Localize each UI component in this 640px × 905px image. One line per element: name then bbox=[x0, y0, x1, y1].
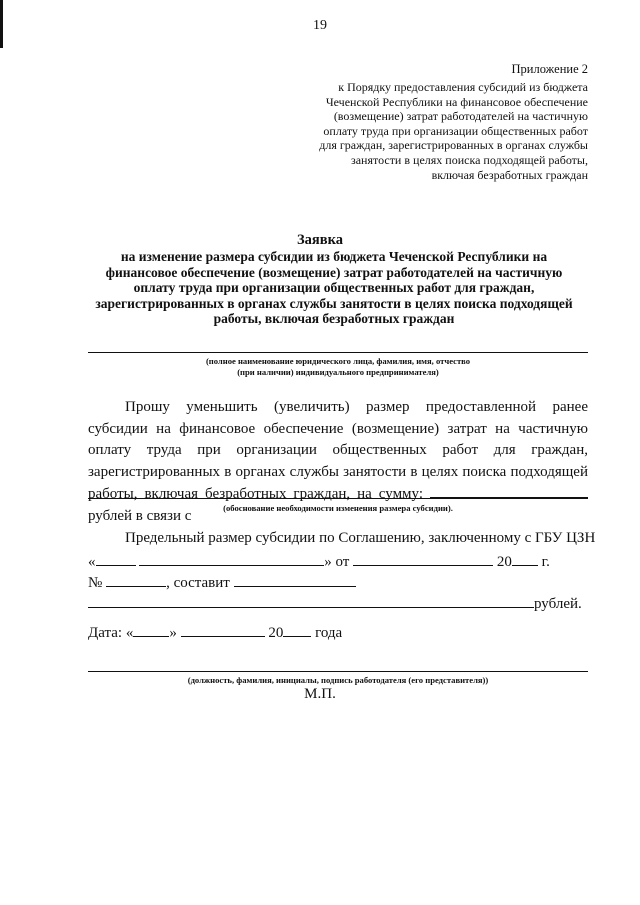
agreement-open-quote: « bbox=[88, 554, 96, 570]
date-year-prefix: 20 bbox=[268, 625, 284, 641]
date-close-quote: » bbox=[169, 625, 177, 641]
signature-line[interactable] bbox=[88, 671, 588, 672]
stamp-place: М.П. bbox=[304, 686, 336, 702]
date-label: Дата: « bbox=[88, 625, 134, 641]
rubles-line bbox=[88, 593, 588, 613]
agreement-day-field[interactable] bbox=[96, 551, 136, 566]
appendix-reference: к Порядку предоставления субсидий из бюджета Чеченской Республики на финансовое обеспечение (возмещение) затрат работодателей на частичную оплату труда при организации общественных работ для граждан, зарегистрированных в органах службы занятости в целях поиска подходящей работы, включая безработных граждан bbox=[319, 80, 588, 182]
limit-text: Предельный размер субсидии по Соглашению, заключенному с ГБУ ЦЗН bbox=[125, 530, 596, 546]
request-text: Прошу уменьшить (увеличить) размер предоставленной ранее субсидии на финансовое обеспечение (возмещение) затрат на частичную оплату труда при организации общественных работ для граждан, зарегистрированных в органах службы занятости в целях поиска подходящей работы, включая безработных граждан, на сумму: bbox=[88, 399, 588, 503]
applicant-caption-line-2: (при наличии) индивидуального предпринимателя) bbox=[237, 367, 439, 377]
agreement-number-field[interactable] bbox=[106, 572, 166, 587]
applicant-caption bbox=[88, 356, 588, 378]
agreement-date-field[interactable] bbox=[353, 551, 493, 566]
document-subtitle: на изменение размера субсидии из бюджета Чеченской Республики на финансовое обеспечение (возмещение) затрат работодателей на частичную оплату труда при организации общественных работ для граждан, зарегистрированных в органах службы занятости в целях поиска подходящей работы, включая безработных граждан bbox=[95, 249, 573, 327]
agreement-year-field[interactable] bbox=[512, 551, 538, 566]
agreement-year-suffix: г. bbox=[541, 554, 550, 570]
rubles-text: рублей. bbox=[534, 596, 582, 612]
agreement-close-quote: » от bbox=[324, 554, 350, 570]
limit-amount-field[interactable] bbox=[234, 572, 356, 587]
signature-caption: (должность, фамилия, инициалы, подпись работодателя (его представителя)) bbox=[187, 675, 489, 685]
agreement-year-prefix: 20 bbox=[496, 554, 512, 570]
agreement-line bbox=[88, 551, 588, 571]
request-suffix: рублей в связи с bbox=[88, 507, 192, 524]
applicant-caption-line-1: (полное наименование юридического лица, фамилия, имя, отчество bbox=[205, 356, 471, 366]
date-year-word: года bbox=[315, 625, 343, 641]
agreement-month-field[interactable] bbox=[139, 551, 324, 566]
number-sign: № bbox=[88, 575, 103, 591]
amount-field[interactable] bbox=[430, 483, 588, 498]
agreement-number-line bbox=[88, 572, 356, 592]
appendix-label: Приложение 2 bbox=[511, 62, 588, 76]
page-number: 19 bbox=[313, 18, 327, 33]
date-line bbox=[88, 622, 342, 642]
date-day-field[interactable] bbox=[133, 622, 169, 637]
limit-words-field[interactable] bbox=[88, 593, 534, 608]
compose-text: , составит bbox=[166, 575, 230, 591]
applicant-name-line[interactable] bbox=[88, 352, 588, 353]
document-title: Заявка bbox=[297, 232, 343, 248]
justification-line[interactable] bbox=[88, 498, 588, 499]
date-month-field[interactable] bbox=[181, 622, 265, 637]
justification-caption: (обоснование необходимости изменения размера субсидии). bbox=[223, 503, 453, 513]
date-year-field[interactable] bbox=[283, 622, 311, 637]
